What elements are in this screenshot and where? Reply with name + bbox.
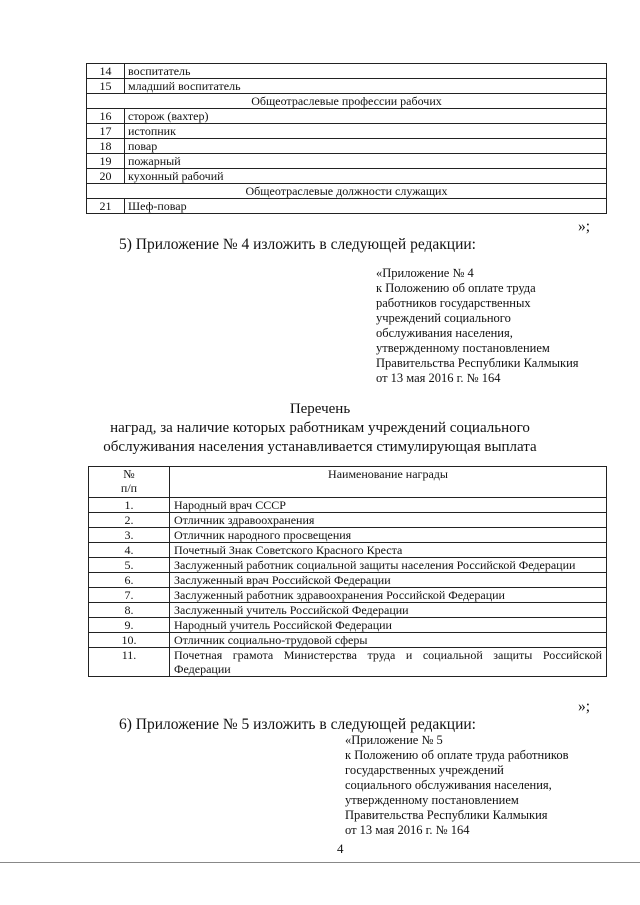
header-num: № п/п (89, 467, 170, 498)
table-row (87, 154, 607, 169)
table-row (87, 169, 607, 184)
award-name: Почетная грамота Министерства труда и социальной защиты Российской Федерации (170, 648, 607, 677)
row-number: 19 (87, 154, 125, 169)
row-number: 7. (89, 588, 170, 603)
appendix-line: утвержденному постановлением (345, 793, 519, 807)
table-row (87, 124, 607, 139)
row-number: 17 (87, 124, 125, 139)
table-row (89, 558, 607, 573)
award-name: Заслуженный учитель Российской Федерации (170, 603, 607, 618)
appendix-line: Правительства Республики Калмыкия (345, 808, 548, 822)
table-row (87, 64, 607, 79)
list-title-line-2: наград, за наличие которых работникам учреждений социального (110, 420, 530, 436)
page-number: 4 (337, 841, 344, 856)
appendix-line: утвержденному постановлением (376, 341, 550, 355)
award-name: Народный врач СССР (170, 498, 607, 513)
table-row (89, 513, 607, 528)
section-row (87, 184, 607, 199)
row-number: 8. (89, 603, 170, 618)
row-number: 6. (89, 573, 170, 588)
table-row (89, 633, 607, 648)
table-row (89, 648, 607, 677)
row-number: 18 (87, 139, 125, 154)
table-header-row (89, 467, 607, 498)
section-title: Общеотраслевые профессии рабочих (87, 94, 607, 109)
position-name: сторож (вахтер) (125, 109, 607, 124)
section-title: Общеотраслевые должности служащих (87, 184, 607, 199)
row-number: 11. (89, 648, 170, 677)
appendix-line: государственных учреждений (345, 763, 504, 777)
awards-table (88, 466, 607, 677)
award-name: Почетный Знак Советского Красного Креста (170, 543, 607, 558)
appendix-line: учреждений социального (376, 311, 511, 325)
header-name: Наименование награды (170, 467, 607, 498)
appendix-line: работников государственных (376, 296, 531, 310)
appendix-line: от 13 мая 2016 г. № 164 (345, 823, 470, 837)
positions-table (86, 63, 607, 214)
table-row (89, 603, 607, 618)
table-row (89, 543, 607, 558)
appendix-line: Правительства Республики Калмыкия (376, 356, 579, 370)
table-row (87, 109, 607, 124)
position-name: кухонный рабочий (125, 169, 607, 184)
position-name: воспитатель (125, 64, 607, 79)
row-number: 16 (87, 109, 125, 124)
row-number: 2. (89, 513, 170, 528)
row-number: 20 (87, 169, 125, 184)
row-number: 4. (89, 543, 170, 558)
appendix-line: от 13 мая 2016 г. № 164 (376, 371, 501, 385)
award-name: Народный учитель Российской Федерации (170, 618, 607, 633)
table-row (89, 528, 607, 543)
paragraph-6: 6) Приложение № 5 изложить в следующей редакции: (119, 716, 476, 733)
award-name: Заслуженный работник здравоохранения Российской Федерации (170, 588, 607, 603)
row-number: 14 (87, 64, 125, 79)
table-row (89, 573, 607, 588)
row-number: 3. (89, 528, 170, 543)
row-number: 21 (87, 199, 125, 214)
section-row (87, 94, 607, 109)
position-name: истопник (125, 124, 607, 139)
appendix-line: обслуживания населения, (376, 326, 513, 340)
row-number: 1. (89, 498, 170, 513)
list-title-line-3: обслуживания населения устанавливается стимулирующая выплата (103, 439, 537, 455)
award-name: Заслуженный врач Российской Федерации (170, 573, 607, 588)
appendix-4-heading (376, 266, 626, 386)
table-row (89, 588, 607, 603)
appendix-5-heading (345, 733, 630, 838)
position-name: повар (125, 139, 607, 154)
table-row (87, 79, 607, 94)
row-number: 10. (89, 633, 170, 648)
position-name: младший воспитатель (125, 79, 607, 94)
bottom-rule (0, 862, 640, 863)
award-name: Отличник народного просвещения (170, 528, 607, 543)
table2-closing-mark: »; (578, 698, 591, 715)
appendix-line: «Приложение № 4 (376, 266, 474, 280)
list-title-line-1: Перечень (289, 401, 351, 417)
award-name: Отличник здравоохранения (170, 513, 607, 528)
row-number: 15 (87, 79, 125, 94)
row-number: 5. (89, 558, 170, 573)
table-row (87, 139, 607, 154)
appendix-line: к Положению об оплате труда (376, 281, 536, 295)
paragraph-5: 5) Приложение № 4 изложить в следующей редакции: (119, 236, 476, 253)
appendix-line: социального обслуживания населения, (345, 778, 552, 792)
row-number: 9. (89, 618, 170, 633)
award-name: Отличник социально-трудовой сферы (170, 633, 607, 648)
table-row (89, 498, 607, 513)
table-row (87, 199, 607, 214)
table1-closing-mark: »; (578, 218, 591, 235)
appendix-line: «Приложение № 5 (345, 733, 443, 747)
list-title (0, 400, 640, 457)
position-name: Шеф-повар (125, 199, 607, 214)
appendix-line: к Положению об оплате труда работников (345, 748, 569, 762)
position-name: пожарный (125, 154, 607, 169)
table-row (89, 618, 607, 633)
award-name: Заслуженный работник социальной защиты населения Российской Федерации (170, 558, 607, 573)
